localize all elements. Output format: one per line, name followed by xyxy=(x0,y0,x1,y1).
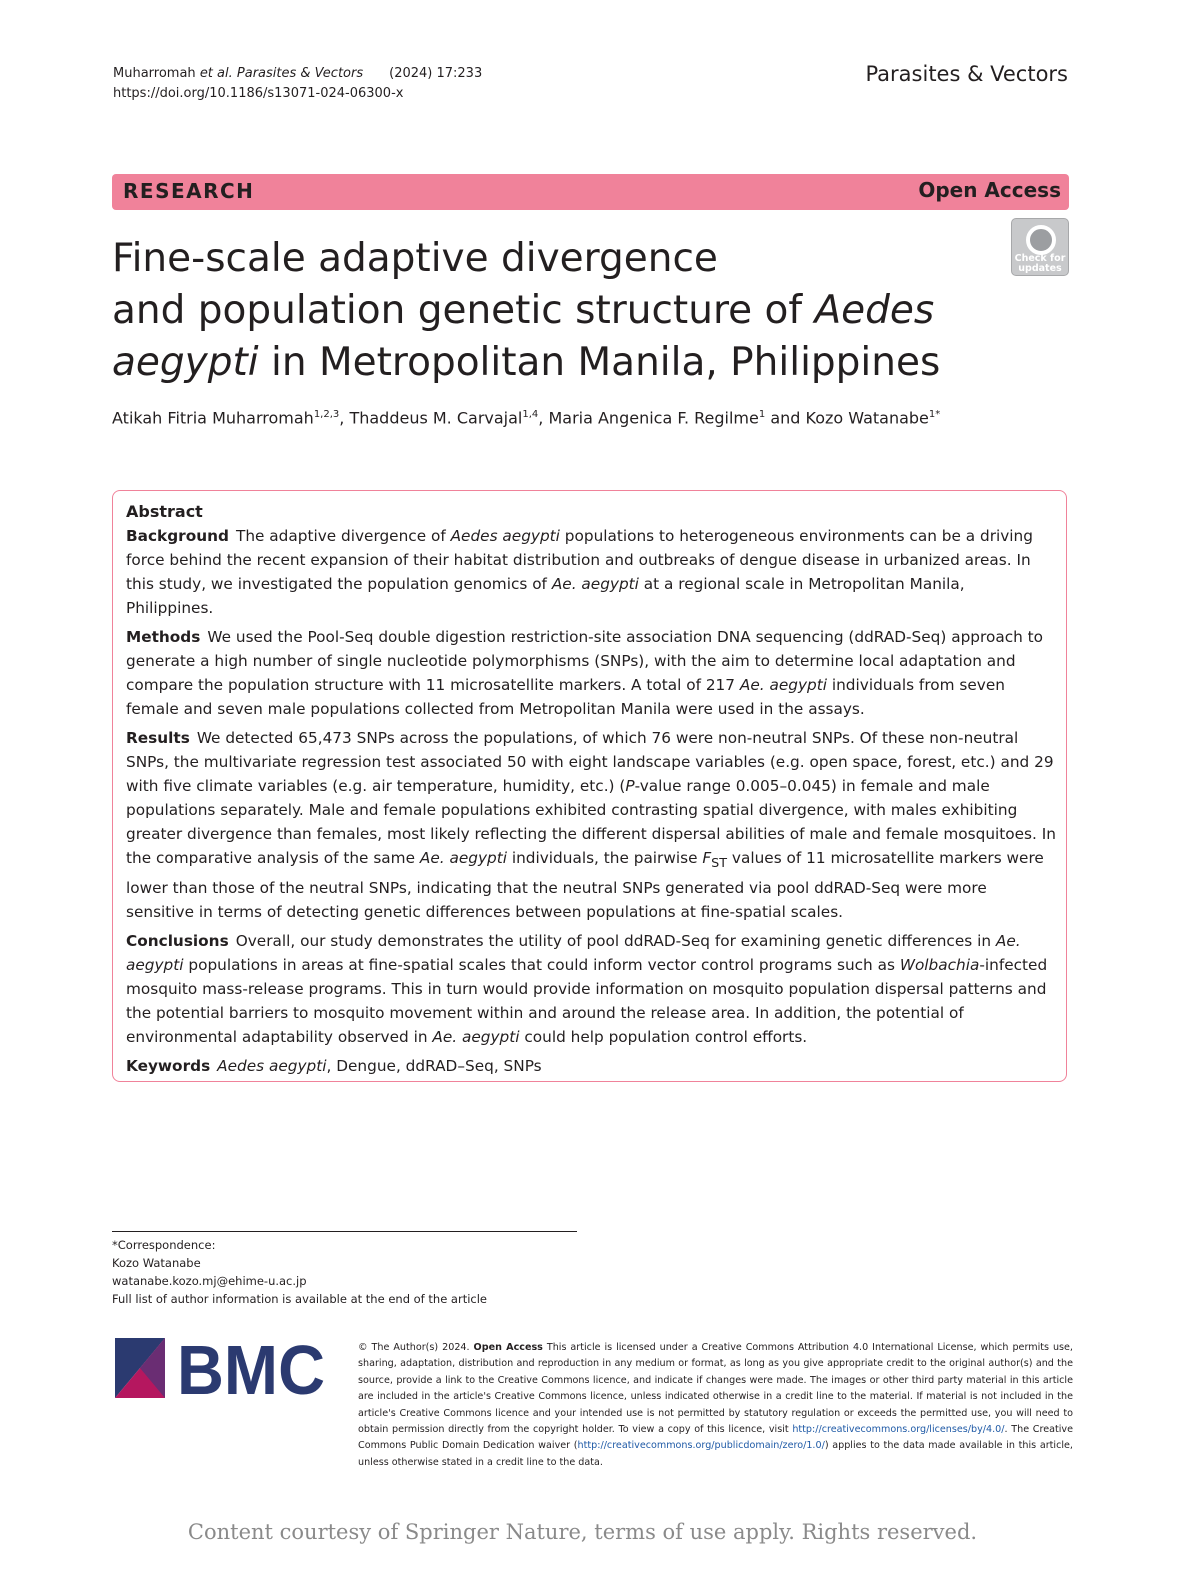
bmc-logo xyxy=(115,1336,327,1400)
abstract-section-background xyxy=(126,524,1056,620)
abstract-sections xyxy=(126,524,1056,1078)
abstract-section-label: Background xyxy=(126,527,229,545)
license-link[interactable]: http://creativecommons.org/publicdomain/zero/1.0/ xyxy=(577,1440,825,1452)
abstract-text-run: at a regional scale in Metropolitan Manila, Philippines. xyxy=(126,575,965,617)
abstract-text-run: populations to heterogeneous environments can be a driving force behind the recent expansion of their habitat distribution and outbreaks of dengue disease in urbanized areas. In this study, we investigated the population genomics of xyxy=(126,527,1033,593)
abstract-text-run: individuals from seven female and seven male populations collected from Metropolitan Manila were used in the assays. xyxy=(126,676,1005,718)
author-name[interactable]: Atikah Fitria Muharromah xyxy=(112,408,314,428)
citation-year-volume: (2024) 17:233 xyxy=(389,66,483,81)
journal-name: Parasites & Vectors xyxy=(865,62,1068,86)
running-header xyxy=(113,64,482,104)
correspondence-label: *Correspondence: xyxy=(112,1238,216,1252)
abstract-section-conclusions xyxy=(126,929,1056,1049)
title-part-2: and population genetic structure of xyxy=(112,288,815,333)
abstract-text-run: Aedes aegypti xyxy=(450,527,560,545)
check-updates-line2: updates xyxy=(1018,263,1062,274)
abstract-text-run: We used the Pool-Seq double digestion restriction-site association DNA sequencing (ddRAD-Seq) approach to generate a high number of single nucleotide polymorphisms (SNPs), with the aim to determine local adaptation and compare the population structure with 11 microsatellite markers. A total of 217 xyxy=(126,628,1044,694)
abstract-section-label: Conclusions xyxy=(126,932,229,951)
title-italic-1: Aedes xyxy=(814,288,935,333)
abstract-section-keywords xyxy=(126,1054,1056,1078)
abstract-section-methods xyxy=(126,625,1056,721)
author-list xyxy=(112,404,1072,429)
check-updates-icon xyxy=(1026,225,1056,255)
abstract-section-results xyxy=(126,726,1056,924)
author-affiliation: 1,2,3 xyxy=(313,409,340,420)
citation-etal: et al. xyxy=(199,66,233,81)
abstract-text-run: P xyxy=(625,777,635,795)
abstract-heading: Abstract xyxy=(126,502,203,521)
title-part-3: in Metropolitan Manila, Philippines xyxy=(258,340,941,385)
title-italic-2: aegypti xyxy=(112,340,259,385)
abstract-text-run: We detected 65,473 SNPs across the populations, of which 76 were non-neutral SNPs. Of these non-neutral SNPs, the multivariate regression test associated 50 with eight landscape variables (e.g. open space, forest, etc.) and 29 with five climate variables (e.g. air temperature, humidity, etc.) ( xyxy=(126,729,1054,795)
author-separator: and xyxy=(765,408,806,428)
abstract-text-run: -value range 0.005–0.045) in female and male populations separately. Male and female populations exhibited contrasting spatial divergence, with males exhibiting greater divergence than females, most likely reflecting the different dispersal abilities of male and female mosquitoes. In the comparative analysis of the same xyxy=(126,777,1056,867)
article-title xyxy=(112,233,972,389)
abstract-text-run: Ae. aegypti xyxy=(551,575,639,593)
abstract-text-run: could help population control efforts. xyxy=(519,1028,808,1047)
author-info-note: Full list of author information is available at the end of the article xyxy=(112,1292,487,1306)
abstract-section-label: Keywords xyxy=(126,1057,211,1076)
abstract-section-label: Results xyxy=(126,729,190,747)
license-text-run: ) applies to the data made available in this article, unless otherwise stated in a credit line to the data. xyxy=(358,1440,1073,1468)
abstract-text-run: Aedes aegypti xyxy=(217,1057,327,1076)
doi-link[interactable]: https://doi.org/10.1186/s13071-024-06300-x xyxy=(113,86,404,101)
check-updates-line1: Check for xyxy=(1014,253,1066,264)
license-text xyxy=(358,1340,1073,1471)
citation-line xyxy=(113,64,482,84)
author-name[interactable]: Maria Angenica F. Regilme xyxy=(548,408,759,428)
abstract-content xyxy=(126,500,1056,1083)
abstract-text-run: Ae. aegypti xyxy=(419,849,507,867)
license-text-run: This article is licensed under a Creative Commons Attribution 4.0 International License, which permits use, sharing, adaptation, distribution and reproduction in any medium or format, as long as you give appropriate credit to the original author(s) and the source, provide a link to the Creative Commons licence, and indicate if changes were made. The images or other third party material in this article are included in the article's Creative Commons licence, unless indicated otherwise in a credit line to the material. If material is not included in the article's Creative Commons licence and your intended use is not permitted by statutory regulation or exceeds the permitted use, you will need to obtain permission directly from the copyright holder. To view a copy of this licence, visit xyxy=(358,1342,1073,1436)
title-part-1: Fine-scale adaptive divergence xyxy=(112,236,718,281)
correspondence-block xyxy=(112,1236,487,1308)
citation-authors: Muharromah xyxy=(113,66,196,81)
author-separator: , xyxy=(538,408,549,428)
abstract-text-run: Ae. aegypti xyxy=(739,676,827,694)
author-affiliation: 1,4 xyxy=(522,409,539,420)
abstract-text-run: Ae. aegypti xyxy=(126,932,1021,975)
check-for-updates-badge[interactable] xyxy=(1011,218,1069,276)
correspondence-email[interactable]: watanabe.kozo.mj@ehime-u.ac.jp xyxy=(112,1274,307,1288)
abstract-text-run: , Dengue, ddRAD–Seq, SNPs xyxy=(326,1057,542,1076)
license-text-run: Open Access xyxy=(473,1342,543,1353)
license-text-run: © The Author(s) 2024. xyxy=(358,1342,474,1353)
author-affiliation: 1* xyxy=(928,409,941,420)
correspondence-name: Kozo Watanabe xyxy=(112,1256,201,1270)
section-banner xyxy=(112,174,1069,210)
abstract-text-run: ST xyxy=(711,856,728,872)
author-separator: , xyxy=(339,408,350,428)
author-name[interactable]: Thaddeus M. Carvajal xyxy=(349,408,523,428)
section-label: RESEARCH xyxy=(123,179,255,203)
abstract-text-run: F xyxy=(702,849,712,867)
footnote-divider xyxy=(112,1231,577,1232)
author-name[interactable]: Kozo Watanabe xyxy=(805,408,929,428)
citation-journal: Parasites & Vectors xyxy=(236,66,364,81)
abstract-text-run: populations in areas at fine-spatial scales that could inform vector control programs such as xyxy=(183,956,900,975)
abstract-text-run: Ae. aegypti xyxy=(432,1028,520,1047)
abstract-text-run: The adaptive divergence of xyxy=(235,527,451,545)
abstract-text-run: Overall, our study demonstrates the utility of pool ddRAD-Seq for examining genetic differences in xyxy=(235,932,996,951)
bmc-logo-text: BMC xyxy=(177,1336,325,1400)
abstract-text-run: individuals, the pairwise xyxy=(506,849,703,867)
abstract-section-label: Methods xyxy=(126,628,201,646)
abstract-text-run: Wolbachia xyxy=(899,956,980,975)
abstract-box xyxy=(112,490,1067,1082)
courtesy-watermark: Content courtesy of Springer Nature, terms of use apply. Rights reserved. xyxy=(187,1520,978,1544)
open-access-label: Open Access xyxy=(918,178,1061,202)
license-link[interactable]: http://creativecommons.org/licenses/by/4.0/ xyxy=(792,1424,1005,1436)
license-text-run: . The Creative Commons Public Domain Dedication waiver ( xyxy=(358,1424,1073,1452)
author-affiliation: 1 xyxy=(758,409,766,420)
abstract-text-run: values of 11 microsatellite markers were lower than those of the neutral SNPs, indicating that the neutral SNPs generated via pool ddRAD-Seq were more sensitive in terms of detecting genetic differences between populations at fine-spatial scales. xyxy=(126,849,1044,922)
abstract-text-run: -infected mosquito mass-release programs. This in turn would provide information on mosquito population dispersal patterns and the potential barriers to mosquito movement within and around the release area. In addition, the potential of environmental adaptability observed in xyxy=(126,956,1048,1047)
